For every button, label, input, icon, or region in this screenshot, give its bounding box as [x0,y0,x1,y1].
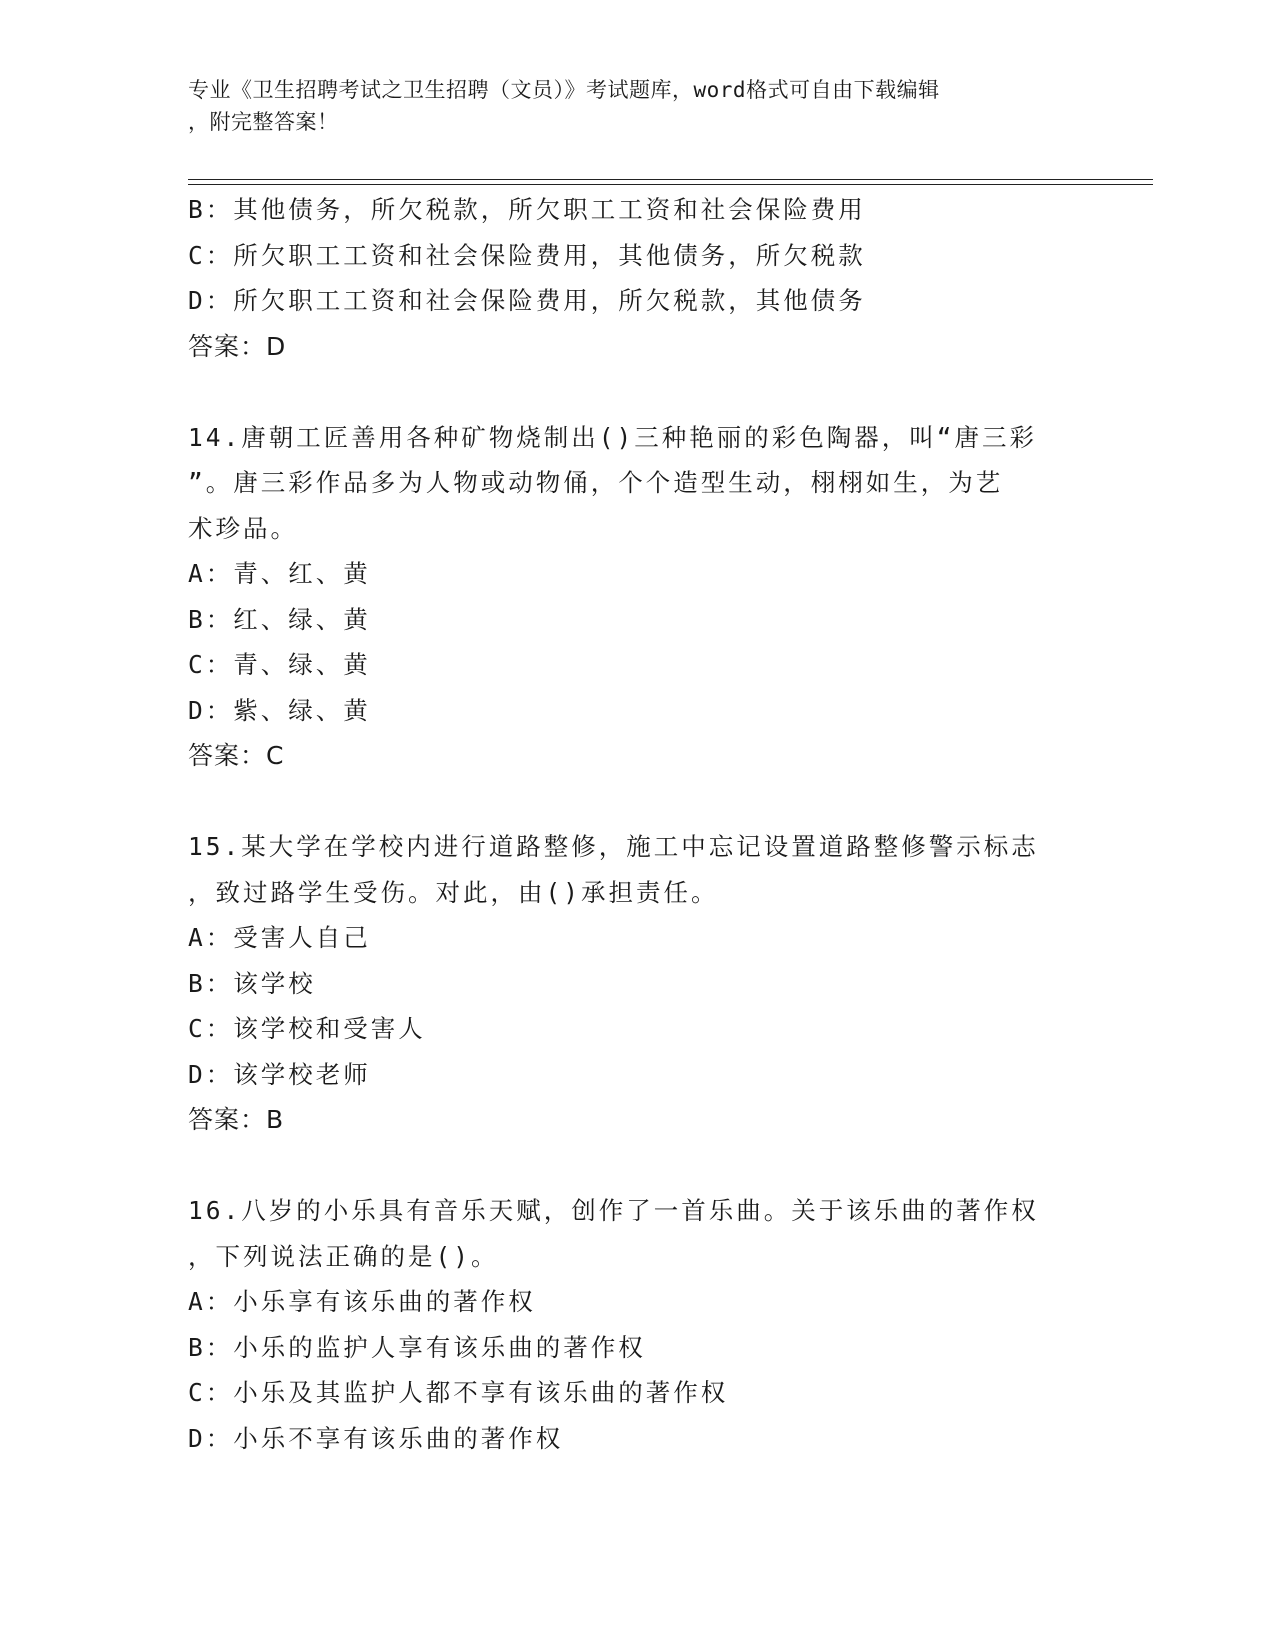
header-divider-top [188,179,1153,180]
answer: 答案：B [188,1105,285,1134]
question-stem: ，下列说法正确的是()。 [188,1241,499,1271]
header-line-2: ，附完整答案！ [188,110,339,134]
option-a: A：受害人自己 [188,923,371,952]
question-stem: 14.唐朝工匠善用各种矿物烧制出()三种艳丽的彩色陶器，叫“唐三彩 [188,422,1037,452]
question-stem: ，致过路学生受伤。对此，由()承担责任。 [188,877,719,907]
question-stem: ”。唐三彩作品多为人物或动物俑，个个造型生动，栩栩如生，为艺 [188,468,1004,497]
answer: 答案：D [188,331,287,361]
question-stem: 15.某大学在学校内进行道路整修，施工中忘记设置道路整修警示标志 [188,832,1039,861]
spacer [188,1143,1078,1189]
option-b: B：该学校 [188,968,316,998]
option-c: C：小乐及其监护人都不享有该乐曲的著作权 [188,1378,729,1407]
option-b: B：小乐的监护人享有该乐曲的著作权 [188,1332,646,1362]
option-a: A：青、红、黄 [188,559,371,588]
spacer [188,779,1078,825]
option-d: D：小乐不享有该乐曲的著作权 [188,1423,564,1453]
option-d: D：紫、绿、黄 [188,695,371,725]
question-16 [188,1188,1078,1461]
spacer [188,369,1078,415]
option-b: B：红、绿、黄 [188,604,371,634]
question-stem: 16.八岁的小乐具有音乐天赋，创作了一首乐曲。关于该乐曲的著作权 [188,1196,1039,1225]
option-c: C：所欠职工工资和社会保险费用，其他债务，所欠税款 [188,240,866,270]
question-15 [188,824,1078,1143]
option-d: D：该学校老师 [188,1059,371,1089]
question-list [188,187,1078,1461]
option-d: D：所欠职工工资和社会保险费用，所欠税款，其他债务 [188,286,866,315]
document-header [188,74,1088,138]
option-c: C：该学校和受害人 [188,1014,426,1043]
question-13-tail [188,187,1078,369]
header-line-1: 专业《卫生招聘考试之卫生招聘（文员）》考试题库，word格式可自由下载编辑 [188,78,940,102]
header-divider-bottom [188,184,1153,185]
option-c: C：青、绿、黄 [188,650,371,679]
question-14 [188,415,1078,779]
option-a: A：小乐享有该乐曲的著作权 [188,1287,536,1316]
question-stem: 术珍品。 [188,513,298,543]
option-b: B：其他债务，所欠税款，所欠职工工资和社会保险费用 [188,195,866,224]
answer: 答案：C [188,741,285,770]
